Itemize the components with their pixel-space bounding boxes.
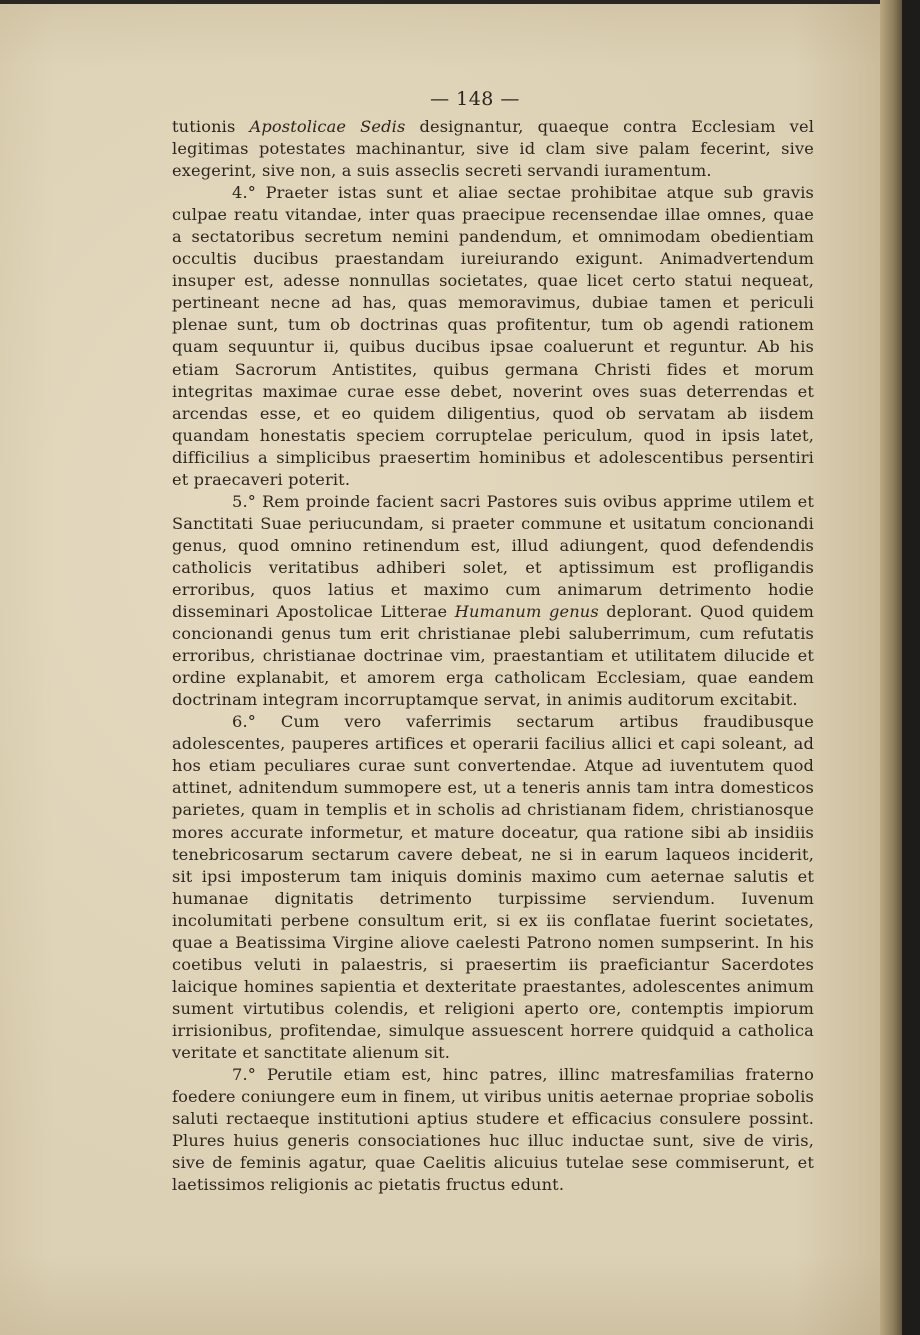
- text-run: designantur, quaeque contra Ecclesiam vel legitimas potestates machinantur, sive id clam sive palam fecerint, sive exegerint, sive non, a suis asseclis secreti servandi iuramentum.: [172, 117, 815, 181]
- paragraph-6: [172, 711, 814, 1064]
- italic-text-run: Apostolicae Sedis: [249, 117, 406, 136]
- paragraph-4: [172, 182, 814, 491]
- page-number-header: — 148 —: [430, 88, 520, 110]
- page-gutter-edge: [880, 0, 902, 1335]
- text-run: 7.° Perutile etiam est, hinc patres, illinc matresfamilias fraterno foedere coniungere eum in finem, ut viribus unitis aeternae propriae sobolis saluti rectaeque institutioni aptius studere et efficacius consulere possint. Plures huius generis consociationes huc illuc inductae sunt, sive de viris, sive de feminis agatur, quae Caelitis alicuius tutelae sese commiserunt, et laetissimos religionis ac pietatis fructus edunt.: [172, 1065, 814, 1195]
- paragraph-continuation: [172, 116, 814, 182]
- text-run: 4.° Praeter istas sunt et aliae sectae prohibitae atque sub gravis culpae reatu vitandae, inter quas praecipue recensendae illae omnes, quae a sectatoribus secretum nemini pandendum, et omnimodam obedientiam occultis ducibus praestandam iureiurando exigunt. Animadvertendum insuper est, adesse nonnullas societates, quae licet certo statui nequeat, pertineant necne ad has, quas memoravimus, dubiae tamen et periculi plenae sunt, tum ob doctrinas quas profitentur, tum ob agendi rationem quam sequuntur ii, quibus ducibus ipsae coaluerunt et reguntur. Ab his etiam Sacrorum Antistites, quibus germana Christi fides et morum integritas maximae curae esse debet, noverint oves suas deterrendas et arcendas esse, et eo quidem diligentius, quod ob servatam ab iisdem quandam honestatis speciem corruptelae periculum, quod in ipsis latet, difficilius a simplicibus praesertim hominibus et adolescentibus persentiri et praecaveri poterit.: [172, 183, 814, 489]
- body-text: [172, 116, 814, 1196]
- text-run: deplorant. Quod quidem concionandi genus tum erit christianae plebi saluberrimum, cum refutatis erroribus, christianae doctrinae vim, praestantiam et utilitatem dilucide et ordine explanabit, et amorem erga catholicam Ecclesiam, quae eandem doctrinam integram incorruptamque servat, in animis auditorum excitabit.: [172, 602, 814, 710]
- paragraph-7: [172, 1064, 814, 1196]
- text-run: 5.° Rem proinde facient sacri Pastores suis ovibus apprime utilem et Sanctitati Suae periucundam, si praeter commune et usitatum concionandi genus, quod omnino retinendum est, illud adiungent, quod defendendis catholicis veritatibus adhiberi solet, et aptissimum est profligandis erroribus, quos latius et maximo cum animarum detrimento hodie disseminari Apostolicae Litterae: [172, 491, 814, 622]
- text-run: tutionis: [172, 117, 250, 136]
- paragraph-5: [172, 491, 814, 711]
- text-run: 6.° Cum vero vaferrimis sectarum artibus fraudibusque adolescentes, pauperes artifices et operarii facilius allici et capi soleant, ad hos etiam peculiares curae sunt convertendae. Atque ad iuventutem quod attinet, adnitendum summopere est, ut a teneris annis tam intra domesticos parietes, quam in templis et in scholis ad christianam fidem, christianosque mores accurate informetur, et mature doceatur, qua ratione sibi ab insidiis tenebricosarum sectarum cavere debeat, ne si in earum laqueos inciderit, sit ipsi imposterum tam iniquis dominis maximo cum aeternae salutis et humanae dignitatis detrimento turpissime serviendum. Iuvenum incolumitati perbene consultum erit, si ex iis conflatae fuerint societates, quae a Beatissima Virgine aliove caelesti Patrono nomen sumpserint. In his coetibus veluti in palaestris, si praesertim iis praeficiantur Sacerdotes laicique homines sapientia et dexteritate praestantes, adolescentes animum sument virtutibus colendis, et religioni aperto ore, contemptis impiorum irrisionibus, profitendae, simulque assuescent horrere quidquid a catholica veritate et sanctitate alienum sit.: [172, 712, 814, 1062]
- italic-text-run: Humanum genus: [454, 602, 599, 622]
- page-top-binding: [0, 0, 902, 4]
